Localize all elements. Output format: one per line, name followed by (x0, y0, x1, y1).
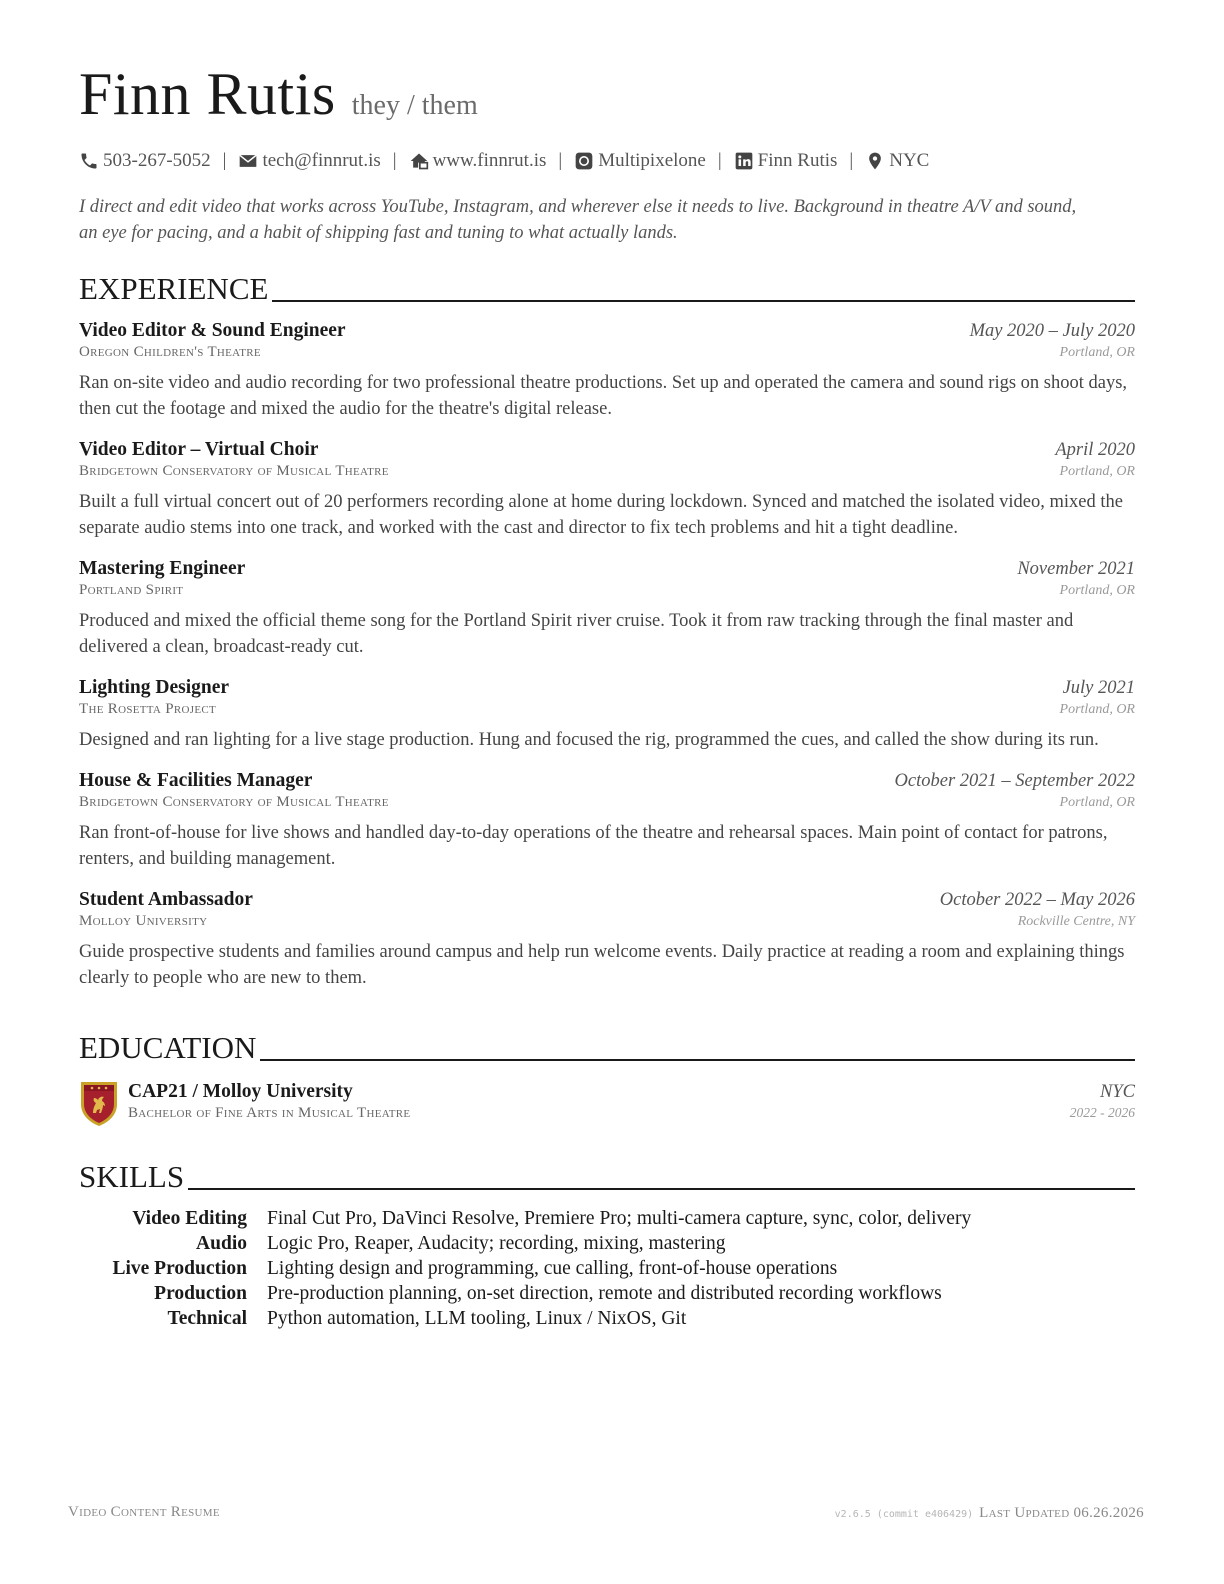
header (79, 60, 1135, 132)
experience-entry (79, 439, 1135, 541)
school-name: CAP21 / Molloy University (128, 1081, 353, 1102)
footer-meta (835, 1505, 1144, 1522)
contact-website[interactable] (409, 150, 547, 172)
contact-text: Multipixelone (598, 150, 706, 171)
skill-row (79, 1208, 1135, 1233)
section-rule (272, 300, 1135, 302)
skill-items: Pre-production planning, on-set direction, remote and distributed recording workflows (267, 1283, 942, 1304)
job-title: Student Ambassador (79, 889, 253, 910)
section-header-experience (79, 268, 1135, 304)
linkedin-icon (734, 151, 754, 171)
section-title: EXPERIENCE (79, 271, 269, 306)
skill-category: Live Production (112, 1258, 247, 1279)
last-updated: Last Updated 06.26.2026 (979, 1505, 1144, 1521)
skill-row (79, 1258, 1135, 1283)
education-details (128, 1081, 1135, 1127)
contact-bar (79, 150, 1135, 172)
job-description: Built a full virtual concert out of 20 performers recording alone at home during lockdown. Synced and matched the isolated video, mixed the separate audio stems into one track, and worked with the cast and director to fix tech problems and hit a tight deadline. (79, 492, 1123, 538)
skill-category: Video Editing (132, 1208, 247, 1229)
job-location: Portland, OR (1059, 345, 1135, 360)
map-marker-icon (865, 151, 885, 171)
section-title: SKILLS (79, 1159, 185, 1194)
contact-text: tech@finnrut.is (262, 150, 381, 171)
skill-items: Final Cut Pro, DaVinci Resolve, Premiere Pro; multi-camera capture, sync, color, delivery (267, 1208, 972, 1229)
skill-category: Audio (196, 1233, 247, 1254)
section-header-skills (79, 1156, 1135, 1192)
contact-text: 503-267-5052 (103, 150, 211, 171)
experience-list (79, 320, 1135, 991)
job-location: Rockville Centre, NY (1017, 914, 1135, 929)
school-years: 2022 - 2026 (1069, 1105, 1135, 1120)
section-header-education (79, 1027, 1135, 1063)
contact-phone[interactable] (79, 150, 211, 172)
experience-entry (79, 320, 1135, 422)
version-string: v2.6.5 (commit e406429) (834, 1509, 974, 1520)
job-dates: November 2021 (1017, 559, 1135, 579)
envelope-icon (238, 151, 258, 171)
job-title: House & Facilities Manager (79, 770, 313, 791)
job-location: Portland, OR (1059, 795, 1135, 810)
degree: Bachelor of Fine Arts in Musical Theatre (128, 1105, 411, 1121)
employer: Molloy University (79, 913, 208, 929)
job-description: Ran front-of-house for live shows and handled day-to-day operations of the theatre and rehearsal spaces. Main point of contact for patrons, renters, and building management. (79, 823, 1108, 869)
job-dates: October 2022 – May 2026 (939, 890, 1135, 910)
job-dates: May 2020 – July 2020 (969, 321, 1135, 341)
skills-table (79, 1208, 1135, 1333)
footer-document-label: Video Content Resume (68, 1504, 220, 1520)
job-description: Ran on-site video and audio recording for two professional theatre productions. Set up and operated the camera and sound rigs on shoot days, then cut the footage and mixed the audio for the theatre's digital release. (79, 373, 1128, 419)
contact-github[interactable] (574, 150, 706, 172)
education-entry (79, 1081, 1135, 1128)
experience-entry (79, 889, 1135, 991)
skill-row (79, 1233, 1135, 1258)
skill-row (79, 1308, 1135, 1333)
job-dates: April 2020 (1055, 440, 1135, 460)
summary: I direct and edit video that works across YouTube, Instagram, and wherever else it needs to live. Background in theatre A/V and sound, an eye for pacing, and a habit of shipping fast and tuning to what actually lands. (79, 197, 1077, 243)
employer: The Rosetta Project (79, 701, 216, 717)
contact-email[interactable] (238, 150, 380, 172)
separator: | (392, 150, 397, 171)
contact-linkedin[interactable] (734, 150, 838, 172)
job-title: Mastering Engineer (79, 558, 246, 579)
contact-text: NYC (889, 150, 930, 171)
skill-row (79, 1283, 1135, 1308)
job-description: Guide prospective students and families around campus and help run welcome events. Daily practice at reading a room and explaining things clearly to people who are new to them. (79, 942, 1125, 988)
job-dates: July 2021 (1062, 678, 1135, 698)
contact-text: www.finnrut.is (432, 150, 547, 171)
job-location: Portland, OR (1059, 464, 1135, 479)
home-icon (409, 151, 429, 171)
github-icon (574, 151, 594, 171)
section-rule (188, 1188, 1135, 1190)
separator: | (558, 150, 563, 171)
employer: Oregon Children's Theatre (79, 344, 261, 360)
separator: | (849, 150, 854, 171)
skill-items: Lighting design and programming, cue calling, front-of-house operations (267, 1258, 838, 1279)
employer: Bridgetown Conservatory of Musical Theatre (79, 463, 389, 479)
employer: Bridgetown Conservatory of Musical Theatre (79, 794, 389, 810)
job-location: Portland, OR (1059, 702, 1135, 717)
skill-items: Python automation, LLM tooling, Linux / NixOS, Git (267, 1308, 687, 1329)
section-title: EDUCATION (79, 1030, 257, 1065)
contact-location (865, 150, 929, 172)
skill-category: Production (154, 1283, 247, 1304)
job-description: Produced and mixed the official theme song for the Portland Spirit river cruise. Took it from raw tracking through the final master and delivered a clean, broadcast-ready cut. (79, 611, 1074, 657)
separator: | (717, 150, 722, 171)
contact-text: Finn Rutis (757, 150, 838, 171)
job-title: Video Editor – Virtual Choir (79, 439, 319, 460)
separator: | (222, 150, 227, 171)
job-title: Lighting Designer (79, 677, 230, 698)
experience-entry (79, 770, 1135, 872)
job-title: Video Editor & Sound Engineer (79, 320, 346, 341)
skill-category: Technical (167, 1308, 247, 1329)
experience-entry (79, 677, 1135, 753)
school-location: NYC (1100, 1082, 1135, 1102)
job-location: Portland, OR (1059, 583, 1135, 598)
skill-items: Logic Pro, Reaper, Audacity; recording, mixing, mastering (267, 1233, 726, 1254)
employer: Portland Spirit (79, 582, 184, 598)
candidate-name: Finn Rutis (79, 61, 336, 127)
pronouns: they / them (351, 90, 478, 121)
job-dates: October 2021 – September 2022 (894, 771, 1135, 791)
resume-page (79, 60, 1135, 1333)
job-description: Designed and ran lighting for a live stage production. Hung and focused the rig, programmed the cues, and called the show during its run. (79, 730, 1099, 750)
section-rule (260, 1059, 1135, 1061)
experience-entry (79, 558, 1135, 660)
phone-icon (79, 151, 99, 171)
university-crest-icon (79, 1080, 119, 1128)
